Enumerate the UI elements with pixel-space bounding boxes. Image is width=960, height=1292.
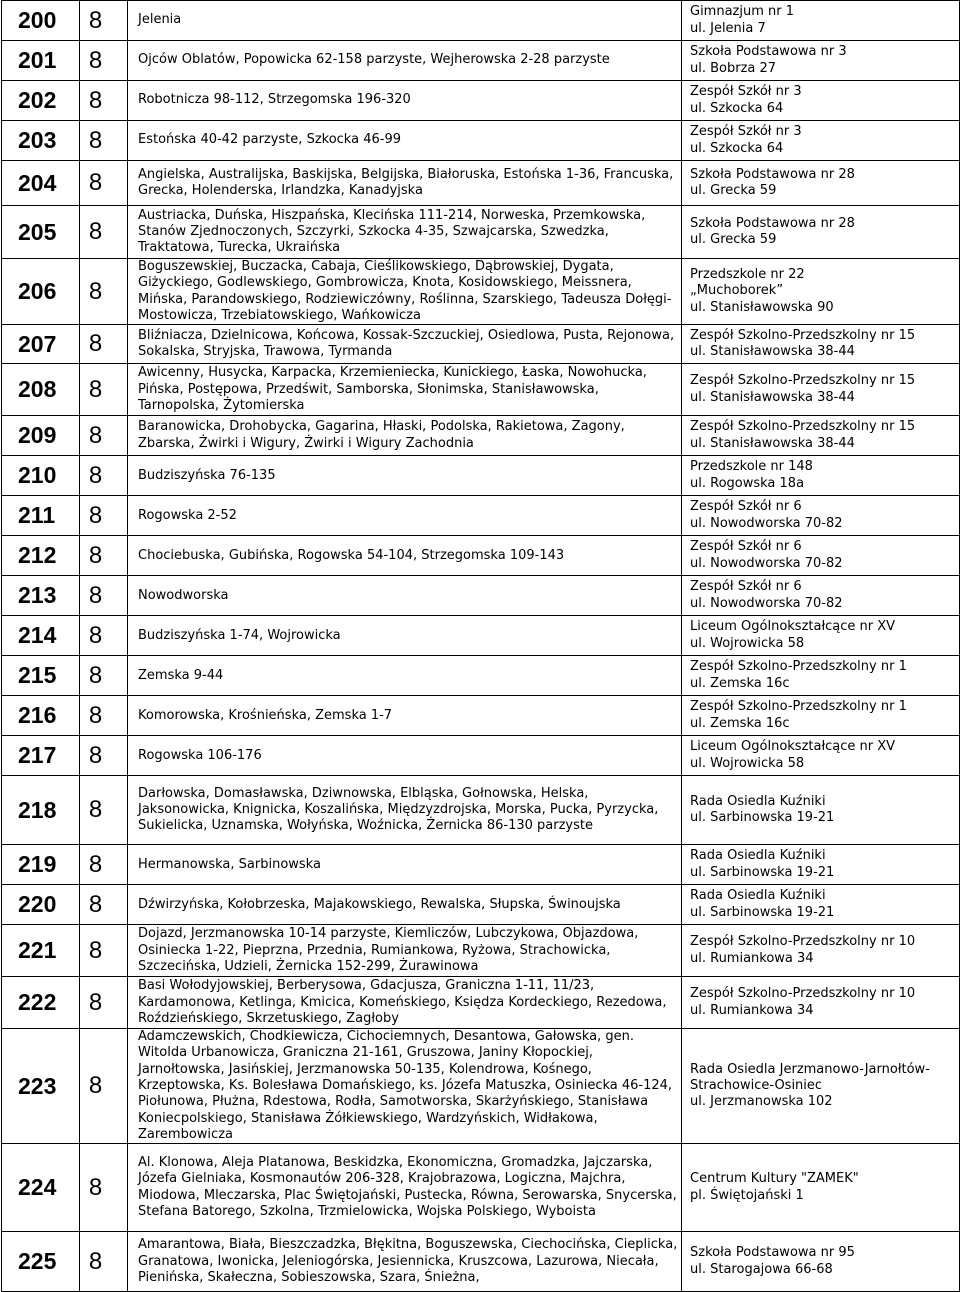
street-list: Boguszewskiej, Buczacka, Cabaja, Cieślikowskiego, Dąbrowskiej, Dygata, Giżyckiego, Godlewskiego, Gombrowicza, Knota, Kosidowskiego, Meissnera, Mińska, Parandowskiego, Rodziewiczówny, Roślinna, Szarskiego, Tadeusza Dołęgi-Mostowicza, Trzebiatowskiego, Wańkowicza — [128, 259, 682, 325]
district-number: 8 — [80, 536, 128, 576]
table-row — [2, 1144, 960, 1232]
polling-place-address: ul. Sarbinowska 19-21 — [690, 810, 835, 826]
table-row — [2, 416, 960, 456]
table-row — [2, 1029, 960, 1144]
polling-place-name: Liceum Ogólnokształcące nr XV — [690, 619, 896, 635]
district-number: 8 — [80, 41, 128, 81]
district-number: 8 — [80, 364, 128, 416]
district-number: 8 — [80, 736, 128, 776]
polling-place-name: Zespół Szkół nr 6 — [690, 499, 802, 515]
polling-place-address: ul. Wojrowicka 58 — [690, 635, 805, 651]
table-row — [2, 776, 960, 845]
polling-place-address: ul. Grecka 59 — [690, 183, 777, 198]
polling-place — [682, 325, 960, 364]
polling-place-name: Zespół Szkół nr 6 — [690, 579, 802, 595]
street-list: Budziszyńska 1-74, Wojrowicka — [128, 616, 682, 656]
polling-place — [682, 925, 960, 977]
polling-place — [682, 536, 960, 576]
street-list: Hermanowska, Sarbinowska — [128, 845, 682, 885]
precinct-number: 208 — [2, 364, 80, 416]
district-number: 8 — [80, 206, 128, 259]
district-number: 8 — [80, 1, 128, 41]
precinct-number: 216 — [2, 696, 80, 736]
polling-place-name: Zespół Szkół nr 3 — [690, 124, 802, 140]
table-row — [2, 696, 960, 736]
street-list: Budziszyńska 76-135 — [128, 456, 682, 496]
polling-place — [682, 885, 960, 925]
polling-place — [682, 1232, 960, 1292]
precinct-table — [1, 0, 960, 1292]
polling-place — [682, 456, 960, 496]
polling-place-name: Szkoła Podstawowa nr 95 — [690, 1245, 855, 1261]
polling-place-address: ul. Rumiankowa 34 — [690, 1002, 814, 1018]
polling-place — [682, 364, 960, 416]
polling-place — [682, 1029, 960, 1144]
street-list: Bliźniacza, Dzielnicowa, Końcowa, Kossak-Szczuckiej, Osiedlowa, Pusta, Rejonowa, Sokalska, Stryjska, Trawowa, Tyrmanda — [128, 325, 682, 364]
table-row — [2, 496, 960, 536]
precinct-number: 202 — [2, 81, 80, 121]
district-number: 8 — [80, 161, 128, 206]
polling-place — [682, 696, 960, 736]
precinct-number: 201 — [2, 41, 80, 81]
district-number: 8 — [80, 925, 128, 977]
table-row — [2, 456, 960, 496]
district-number: 8 — [80, 885, 128, 925]
street-list: Dźwirzyńska, Kołobrzeska, Majakowskiego, Rewalska, Słupska, Świnoujska — [128, 885, 682, 925]
street-list: Zemska 9-44 — [128, 656, 682, 696]
street-list: Rogowska 2-52 — [128, 496, 682, 536]
table-row — [2, 259, 960, 325]
precinct-number: 212 — [2, 536, 80, 576]
polling-place-address: ul. Zemska 16c — [690, 675, 790, 691]
polling-place-address: ul. Sarbinowska 19-21 — [690, 864, 835, 880]
polling-place — [682, 41, 960, 81]
polling-place-name: Centrum Kultury "ZAMEK" — [690, 1171, 859, 1187]
district-number: 8 — [80, 845, 128, 885]
table-row — [2, 364, 960, 416]
street-list: Amarantowa, Biała, Bieszczadzka, Błękitna, Boguszewska, Ciechocińska, Cieplicka, Granatowa, Iwonicka, Jeleniogórska, Jesiennicka, Kruszcowa, Lazurowa, Niecała, Pienińska, Skałeczna, Sobieszowska, Szara, Śnieżna, — [128, 1232, 682, 1292]
table-row — [2, 616, 960, 656]
polling-place — [682, 206, 960, 259]
polling-place — [682, 845, 960, 885]
district-number: 8 — [80, 616, 128, 656]
precinct-number: 204 — [2, 161, 80, 206]
polling-place-name: Rada Osiedla Kuźniki — [690, 793, 826, 809]
table-row — [2, 656, 960, 696]
polling-place — [682, 776, 960, 845]
polling-place — [682, 1, 960, 41]
polling-place — [682, 496, 960, 536]
street-list: Al. Klonowa, Aleja Platanowa, Beskidzka, Ekonomiczna, Gromadzka, Jajczarska, Józefa Gielniaka, Kosmonautów 206-328, Krajobrazowa, Logiczna, Majchra, Miodowa, Mleczarska, Plac Świętojański, Pustecka, Równa, Serowarska, Snycerska, Stefana Batorego, Szkolna, Trzmielowicka, Wojska Polskiego, Wyboista — [128, 1144, 682, 1232]
table-row — [2, 885, 960, 925]
polling-place — [682, 977, 960, 1029]
precinct-number: 210 — [2, 456, 80, 496]
polling-place-address: ul. Sarbinowska 19-21 — [690, 904, 835, 920]
table-row — [2, 576, 960, 616]
polling-place-address: ul. Nowodworska 70-82 — [690, 555, 843, 571]
district-number: 8 — [80, 696, 128, 736]
polling-place-address: pl. Świętojański 1 — [690, 1187, 804, 1203]
district-number: 8 — [80, 259, 128, 325]
precinct-table-body — [2, 1, 960, 1292]
table-row — [2, 736, 960, 776]
polling-place — [682, 259, 960, 325]
district-number: 8 — [80, 656, 128, 696]
polling-place — [682, 576, 960, 616]
precinct-number: 219 — [2, 845, 80, 885]
polling-place-name: Gimnazjum nr 1 — [690, 4, 795, 20]
polling-place-address: ul. Szkocka 64 — [690, 140, 784, 156]
table-row — [2, 121, 960, 161]
polling-place-address: ul. Stanisławowska 90 — [690, 299, 834, 315]
table-row — [2, 845, 960, 885]
district-number: 8 — [80, 1232, 128, 1292]
table-row — [2, 925, 960, 977]
district-number: 8 — [80, 496, 128, 536]
table-row — [2, 206, 960, 259]
polling-place-name: Zespół Szkół nr 6 — [690, 539, 802, 555]
district-number: 8 — [80, 1029, 128, 1144]
table-row — [2, 536, 960, 576]
district-number: 8 — [80, 576, 128, 616]
polling-place-address: ul. Wojrowicka 58 — [690, 755, 805, 771]
polling-place-address: ul. Stanisławowska 38-44 — [690, 435, 855, 451]
district-number: 8 — [80, 325, 128, 364]
polling-place-name: Zespół Szkolno-Przedszkolny nr 15 — [690, 373, 916, 389]
polling-place-address: ul. Rogowska 18a — [690, 475, 805, 491]
polling-place — [682, 656, 960, 696]
polling-place-name: Zespół Szkolno-Przedszkolny nr 10 — [690, 986, 916, 1002]
polling-place-name: Zespół Szkolno-Przedszkolny nr 10 — [690, 934, 916, 950]
street-list: Baranowicka, Drohobycka, Gagarina, Hłaski, Podolska, Rakietowa, Zagony, Zbarska, Żwirki i Wigury, Żwirki i Wigury Zachodnia — [128, 416, 682, 456]
street-list: Nowodworska — [128, 576, 682, 616]
polling-place-address: ul. Nowodworska 70-82 — [690, 595, 843, 611]
street-list: Komorowska, Krośnieńska, Zemska 1-7 — [128, 696, 682, 736]
precinct-number: 218 — [2, 776, 80, 845]
polling-place-address: ul. Jelenia 7 — [690, 20, 766, 36]
polling-place-name: Szkoła Podstawowa nr 3 — [690, 44, 847, 60]
polling-place — [682, 736, 960, 776]
polling-place-name: Zespół Szkół nr 3 — [690, 84, 802, 100]
street-list: Awicenny, Husycka, Karpacka, Krzemieniecka, Kunickiego, Łaska, Nowohucka, Pińska, Postępowa, Przedświt, Samborska, Słonimska, Stanisławowska, Tarnopolska, Żytomierska — [128, 364, 682, 416]
polling-place — [682, 616, 960, 656]
street-list: Robotnicza 98-112, Strzegomska 196-320 — [128, 81, 682, 121]
precinct-number: 217 — [2, 736, 80, 776]
polling-place — [682, 121, 960, 161]
precinct-number: 206 — [2, 259, 80, 325]
table-row — [2, 1232, 960, 1292]
table-row — [2, 1, 960, 41]
polling-place-address: ul. Bobrza 27 — [690, 60, 777, 76]
precinct-number: 203 — [2, 121, 80, 161]
polling-place-address: ul. Stanisławowska 38-44 — [690, 344, 855, 360]
polling-place-name: Zespół Szkolno-Przedszkolny nr 15 — [690, 419, 916, 435]
precinct-number: 224 — [2, 1144, 80, 1232]
district-number: 8 — [80, 456, 128, 496]
polling-place-name: Rada Osiedla Kuźniki — [690, 888, 826, 904]
polling-place — [682, 81, 960, 121]
precinct-number: 200 — [2, 1, 80, 41]
polling-place-name: Przedszkole nr 22 „Muchoborek” — [690, 267, 805, 299]
precinct-number: 211 — [2, 496, 80, 536]
polling-place — [682, 1144, 960, 1232]
table-row — [2, 81, 960, 121]
polling-place — [682, 416, 960, 456]
street-list: Angielska, Australijska, Baskijska, Belgijska, Białoruska, Estońska 1-36, Francuska, Grecka, Holenderska, Irlandzka, Kanadyjska — [128, 161, 682, 206]
street-list: Basi Wołodyjowskiej, Berberysowa, Gdacjusza, Graniczna 1-11, 11/23, Kardamonowa, Ketlinga, Kmicica, Komeńskiego, Księdza Kordeckiego, Rezedowa, Roździeńskiego, Skrzetuskiego, Zagłoby — [128, 977, 682, 1029]
district-number: 8 — [80, 81, 128, 121]
polling-place-address: ul. Nowodworska 70-82 — [690, 515, 843, 531]
street-list: Chociebuska, Gubińska, Rogowska 54-104, Strzegomska 109-143 — [128, 536, 682, 576]
street-list: Ojców Oblatów, Popowicka 62-158 parzyste, Wejherowska 2-28 parzyste — [128, 41, 682, 81]
district-number: 8 — [80, 121, 128, 161]
polling-place-address: ul. Grecka 59 — [690, 232, 777, 247]
polling-place-name: Przedszkole nr 148 — [690, 459, 813, 475]
precinct-number: 220 — [2, 885, 80, 925]
district-number: 8 — [80, 977, 128, 1029]
table-row — [2, 325, 960, 364]
street-list: Estońska 40-42 parzyste, Szkocka 46-99 — [128, 121, 682, 161]
polling-place-address: ul. Stanisławowska 38-44 — [690, 389, 855, 405]
polling-place-name: Rada Osiedla Jerzmanowo-Jarnołtów-Strachowice-Osiniec — [690, 1061, 930, 1094]
street-list: Dojazd, Jerzmanowska 10-14 parzyste, Kiemliczów, Lubczykowa, Objazdowa, Osiniecka 1-22, Pieprzna, Przednia, Rumiankowa, Ryżowa, Strachowicka, Szczecińska, Udzieli, Żernicka 152-299, Żurawinowa — [128, 925, 682, 977]
precinct-number: 213 — [2, 576, 80, 616]
precinct-number: 223 — [2, 1029, 80, 1144]
district-number: 8 — [80, 1144, 128, 1232]
street-list: Jelenia — [128, 1, 682, 41]
polling-place-name: Szkoła Podstawowa nr 28 — [690, 215, 855, 231]
street-list: Rogowska 106-176 — [128, 736, 682, 776]
polling-place-name: Szkoła Podstawowa nr 28 — [690, 166, 855, 182]
polling-place-address: ul. Rumiankowa 34 — [690, 950, 814, 966]
polling-place-address: ul. Starogajowa 66-68 — [690, 1261, 833, 1277]
polling-place-name: Zespół Szkolno-Przedszkolny nr 1 — [690, 699, 907, 715]
polling-place-name: Liceum Ogólnokształcące nr XV — [690, 739, 896, 755]
precinct-number: 209 — [2, 416, 80, 456]
table-row — [2, 41, 960, 81]
street-list: Darłowska, Domasławska, Dziwnowska, Elbląska, Gołnowska, Helska, Jaksonowicka, Knignicka, Koszalińska, Międzyzdrojska, Morska, Pucka, Pyrzycka, Sukielicka, Uznamska, Wołyńska, Woźnicka, Żernicka 86-130 parzyste — [128, 776, 682, 845]
precinct-number: 214 — [2, 616, 80, 656]
table-row — [2, 161, 960, 206]
precinct-number: 207 — [2, 325, 80, 364]
street-list: Adamczewskich, Chodkiewicza, Cichociemnych, Desantowa, Gałowska, gen. Witolda Urbanowicza, Graniczna 21-161, Gruszowa, Janiny Kłopockiej, Jarnołtowska, Jasińskiej, Jerzmanowska 50-135, Kolendrowa, Kośnego, Krzeptowska, Ks. Bolesława Domańskiego, ks. Józefa Matuszka, Osiniecka 46-124, Piołunowa, Płużna, Rdestowa, Rodła, Samotworska, Skarżyńskiego, Stanisława Koniecpolskiego, Stanisława Żółkiewskiego, Wardzyńskich, Widłakowa, Zarembowicza — [128, 1029, 682, 1144]
polling-place-address: ul. Jerzmanowska 102 — [690, 1094, 833, 1110]
polling-place-name: Rada Osiedla Kuźniki — [690, 848, 826, 864]
street-list: Austriacka, Duńska, Hiszpańska, Klecińska 111-214, Norweska, Przemkowska, Stanów Zjednoczonych, Szczyrki, Szkocka 4-35, Szwajcarska, Szwedzka, Traktatowa, Turecka, Ukraińska — [128, 206, 682, 259]
precinct-number: 215 — [2, 656, 80, 696]
district-number: 8 — [80, 776, 128, 845]
polling-place-address: ul. Szkocka 64 — [690, 100, 784, 116]
table-row — [2, 977, 960, 1029]
polling-place-address: ul. Zemska 16c — [690, 715, 790, 731]
polling-place — [682, 161, 960, 206]
precinct-number: 205 — [2, 206, 80, 259]
polling-place-name: Zespół Szkolno-Przedszkolny nr 1 — [690, 659, 907, 675]
district-number: 8 — [80, 416, 128, 456]
precinct-number: 222 — [2, 977, 80, 1029]
precinct-number: 221 — [2, 925, 80, 977]
polling-place-name: Zespół Szkolno-Przedszkolny nr 15 — [690, 327, 916, 343]
precinct-number: 225 — [2, 1232, 80, 1292]
